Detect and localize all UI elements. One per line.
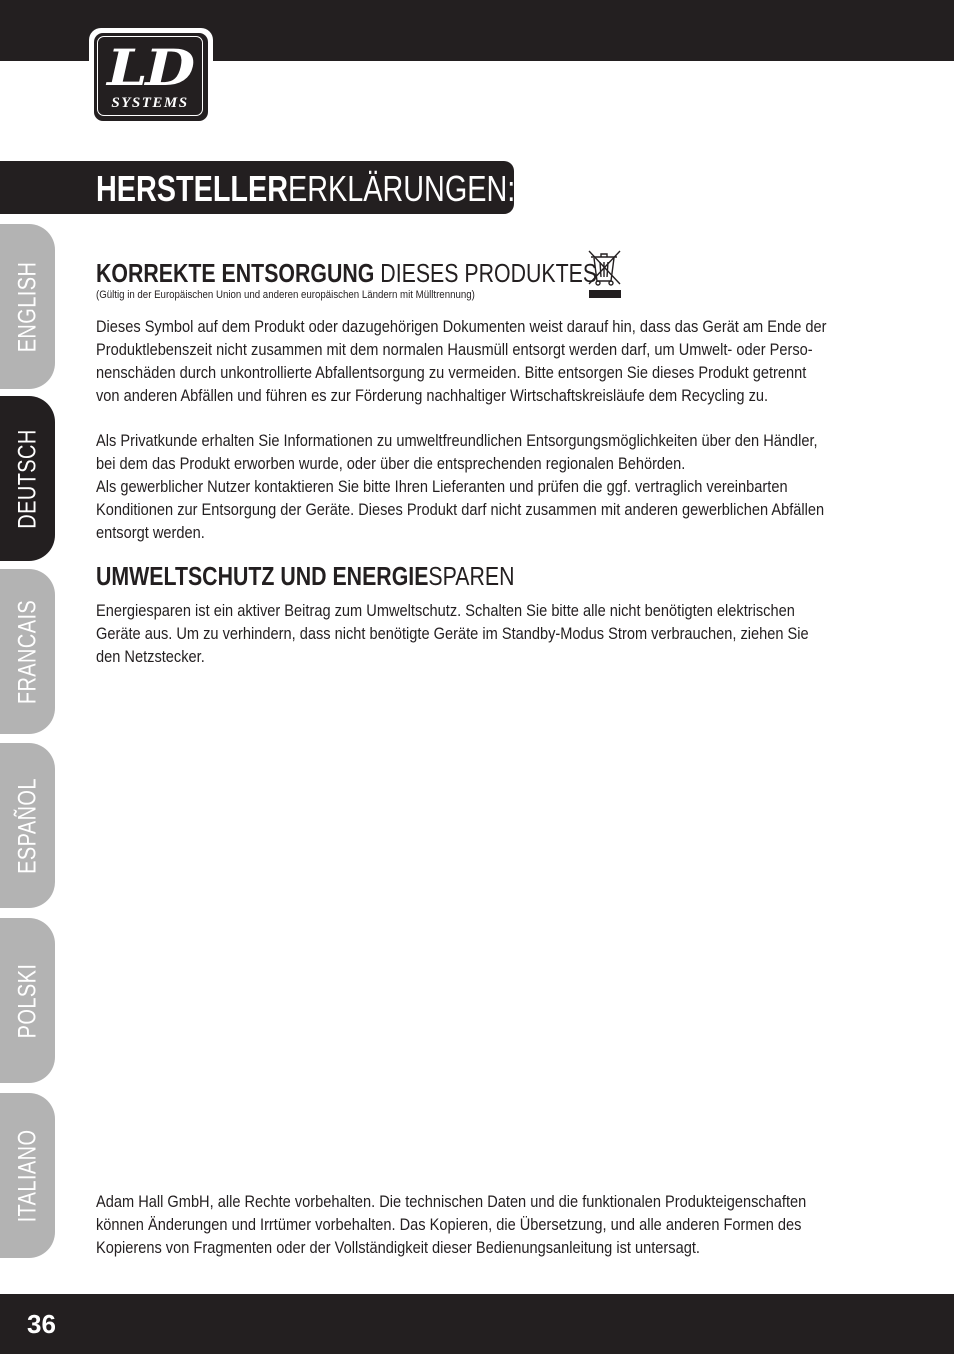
page-number: 36 bbox=[27, 1309, 56, 1339]
tab-english-label: ENGLISH bbox=[13, 261, 41, 352]
section-disposal-heading-light: DIESES PRODUKTES bbox=[380, 258, 598, 288]
section-disposal-heading-bold: KORREKTE ENTSORGUNG bbox=[96, 258, 375, 288]
bottom-bar bbox=[0, 1294, 954, 1354]
title-bar bbox=[0, 161, 514, 214]
tab-italiano-label: ITALIANO bbox=[13, 1129, 41, 1222]
ld-systems-logo bbox=[89, 28, 213, 126]
disposal-paragraph-1: Dieses Symbol auf dem Produkt oder dazugehörigen Dokumenten weist darauf hin, dass das Gerät am Ende der Produktlebenszeit nicht zusammen mit dem normalen Hausmüll entsorgt werden darf, um Umwelt- oder Perso- nenschäden durch unkontrollierte Abfallentsorgung zu vermeiden. Bitte entsorgen Sie dieses Produkt getrennt von anderen Abfällen und führen es zur Förderung nachhaltiger Wirtschaftskreisläufe dem Recycling zu. bbox=[96, 318, 827, 405]
tab-polski-label: POLSKI bbox=[13, 963, 41, 1038]
tab-espanol-label: ESPAÑOL bbox=[13, 777, 41, 874]
section-energy-heading-bold: UMWELTSCHUTZ UND ENERGIE bbox=[96, 561, 429, 591]
tab-espanol[interactable] bbox=[0, 743, 55, 908]
tab-deutsch[interactable] bbox=[0, 396, 55, 561]
section-disposal-heading bbox=[96, 258, 597, 288]
logo-mark: LD bbox=[107, 38, 193, 97]
tab-deutsch-label: DEUTSCH bbox=[13, 428, 41, 529]
disposal-validity-note: (Gültig in der Europäischen Union und anderen europäischen Ländern mit Mülltrennung) bbox=[96, 289, 475, 301]
disposal-paragraph-2: Als Privatkunde erhalten Sie Informationen zu umweltfreundlichen Entsorgungsmöglichkeiten über den Händler, bei dem das Produkt erworben wurde, oder über die entsprechenden regionalen Behörden. Als gewerblicher Nutzer kontaktieren Sie bitte Ihren Lieferanten und prüfen die ggf. vertraglich vereinbarten Konditionen zur Entsorgung der Geräte. Dieses Produkt darf nicht zusammen mit anderen gewerblichen Abfällen entsorgt werden. bbox=[96, 432, 825, 542]
section-energy-heading bbox=[96, 561, 515, 591]
page-title bbox=[96, 161, 515, 214]
energy-paragraph: Energiesparen ist ein aktiver Beitrag zum Umweltschutz. Schalten Sie bitte alle nicht benötigten elektrischen Geräte aus. Um zu verhindern, dass nicht benötigte Geräte im Standby-Modus Strom verbrauchen, ziehen Sie den Netzstecker. bbox=[96, 602, 809, 666]
page-title-bold: HERSTELLER bbox=[96, 168, 289, 209]
page-title-light: ERKLÄRUNGEN: bbox=[288, 168, 516, 209]
tab-francais[interactable] bbox=[0, 569, 55, 734]
section-energy-heading-light: SPAREN bbox=[428, 561, 515, 591]
logo-subtitle: SYSTEMS bbox=[111, 95, 189, 111]
tab-polski[interactable] bbox=[0, 918, 55, 1083]
tab-english[interactable] bbox=[0, 224, 55, 389]
tab-italiano[interactable] bbox=[0, 1093, 55, 1258]
tab-francais-label: FRANCAIS bbox=[13, 599, 41, 704]
weee-crossed-bin-icon bbox=[587, 248, 623, 300]
copyright-notice: Adam Hall GmbH, alle Rechte vorbehalten. Die technischen Daten und die funktionalen Produkteigenschaften können Änderungen und Irrtümer vorbehalten. Das Kopieren, die Übersetzung, und alle anderen Formen des Kopierens von Fragmenten oder der Vollständigkeit dieser Bedienungsanleitung ist untersagt. bbox=[96, 1193, 807, 1257]
